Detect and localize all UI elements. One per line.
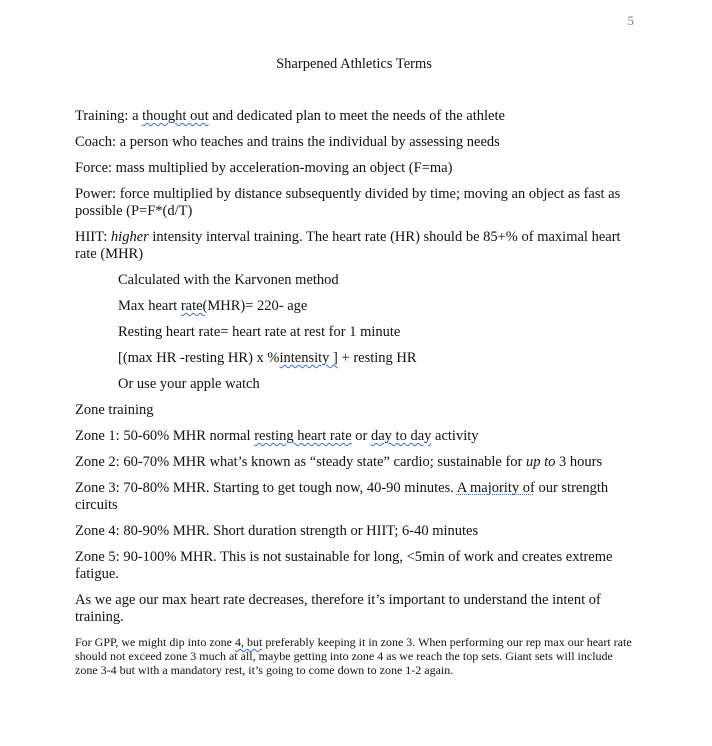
paragraph-watch: Or use your apple watch: [118, 376, 260, 392]
paragraph-zone-2: Zone 2: 60-70% MHR what’s known as “steady state” cardio; sustainable for up to 3 hours: [75, 454, 603, 470]
grammar-flag[interactable]: A majority of: [456, 480, 535, 496]
paragraph-zone-3: Zone 3: 70-80% MHR. Starting to get tough now, 40-90 minutes. A majority of our strength circuits: [75, 480, 609, 513]
paragraph-zone-training: Zone training: [75, 402, 154, 418]
paragraph-zone-4: Zone 4: 80-90% MHR. Short duration strength or HIIT; 6-40 minutes: [75, 523, 479, 539]
paragraph-zone-1: Zone 1: 50-60% MHR normal resting heart rate or day to day activity: [75, 428, 479, 444]
paragraph-coach: Coach: a person who teaches and trains the individual by assessing needs: [75, 134, 500, 150]
document-title: Sharpened Athletics Terms: [276, 56, 432, 72]
paragraph-power: Power: force multiplied by distance subsequently divided by time; moving an object as fast as possible (P=F*(d/T): [75, 186, 621, 219]
grammar-flag[interactable]: resting heart rate: [254, 428, 352, 444]
page-number: 5: [627, 13, 634, 28]
paragraph-formula: [(max HR -resting HR) x %intensity ] + resting HR: [118, 350, 417, 366]
paragraph-force: Force: mass multiplied by acceleration-moving an object (F=ma): [75, 160, 453, 176]
document-body: [75, 108, 637, 686]
paragraph-karvonen: Calculated with the Karvonen method: [118, 272, 339, 288]
paragraph-hiit: HIIT: higher intensity interval training. The heart rate (HR) should be 85+% of maximal heart rate (MHR): [75, 229, 621, 262]
grammar-flag[interactable]: intensity ]: [279, 350, 338, 366]
paragraph-max-hr: Max heart rate(MHR)= 220- age: [118, 298, 308, 314]
paragraph-gpp: For GPP, we might dip into zone 4, but preferably keeping it in zone 3. When performing our rep max our heart rate should not exceed zone 3 much at all, maybe getting into zone 4 as we reach the top sets. Giant sets will include zone 3-4 but with a mandatory rest, it’s going to come down to zone 1-2 again.: [75, 635, 632, 677]
paragraph-zone-5: Zone 5: 90-100% MHR. This is not sustainable for long, <5min of work and creates extreme fatigue.: [75, 549, 613, 582]
grammar-flag[interactable]: 4, but: [235, 635, 263, 649]
grammar-flag[interactable]: rate(: [180, 298, 208, 314]
paragraph-age: As we age our max heart rate decreases, therefore it’s important to understand the intent of training.: [75, 592, 601, 625]
grammar-flag[interactable]: day to day: [370, 428, 432, 444]
paragraph-training: Training: a thought out and dedicated plan to meet the needs of the athlete: [75, 108, 505, 124]
paragraph-resting-hr: Resting heart rate= heart rate at rest for 1 minute: [118, 324, 401, 340]
grammar-flag[interactable]: thought out: [142, 108, 209, 124]
